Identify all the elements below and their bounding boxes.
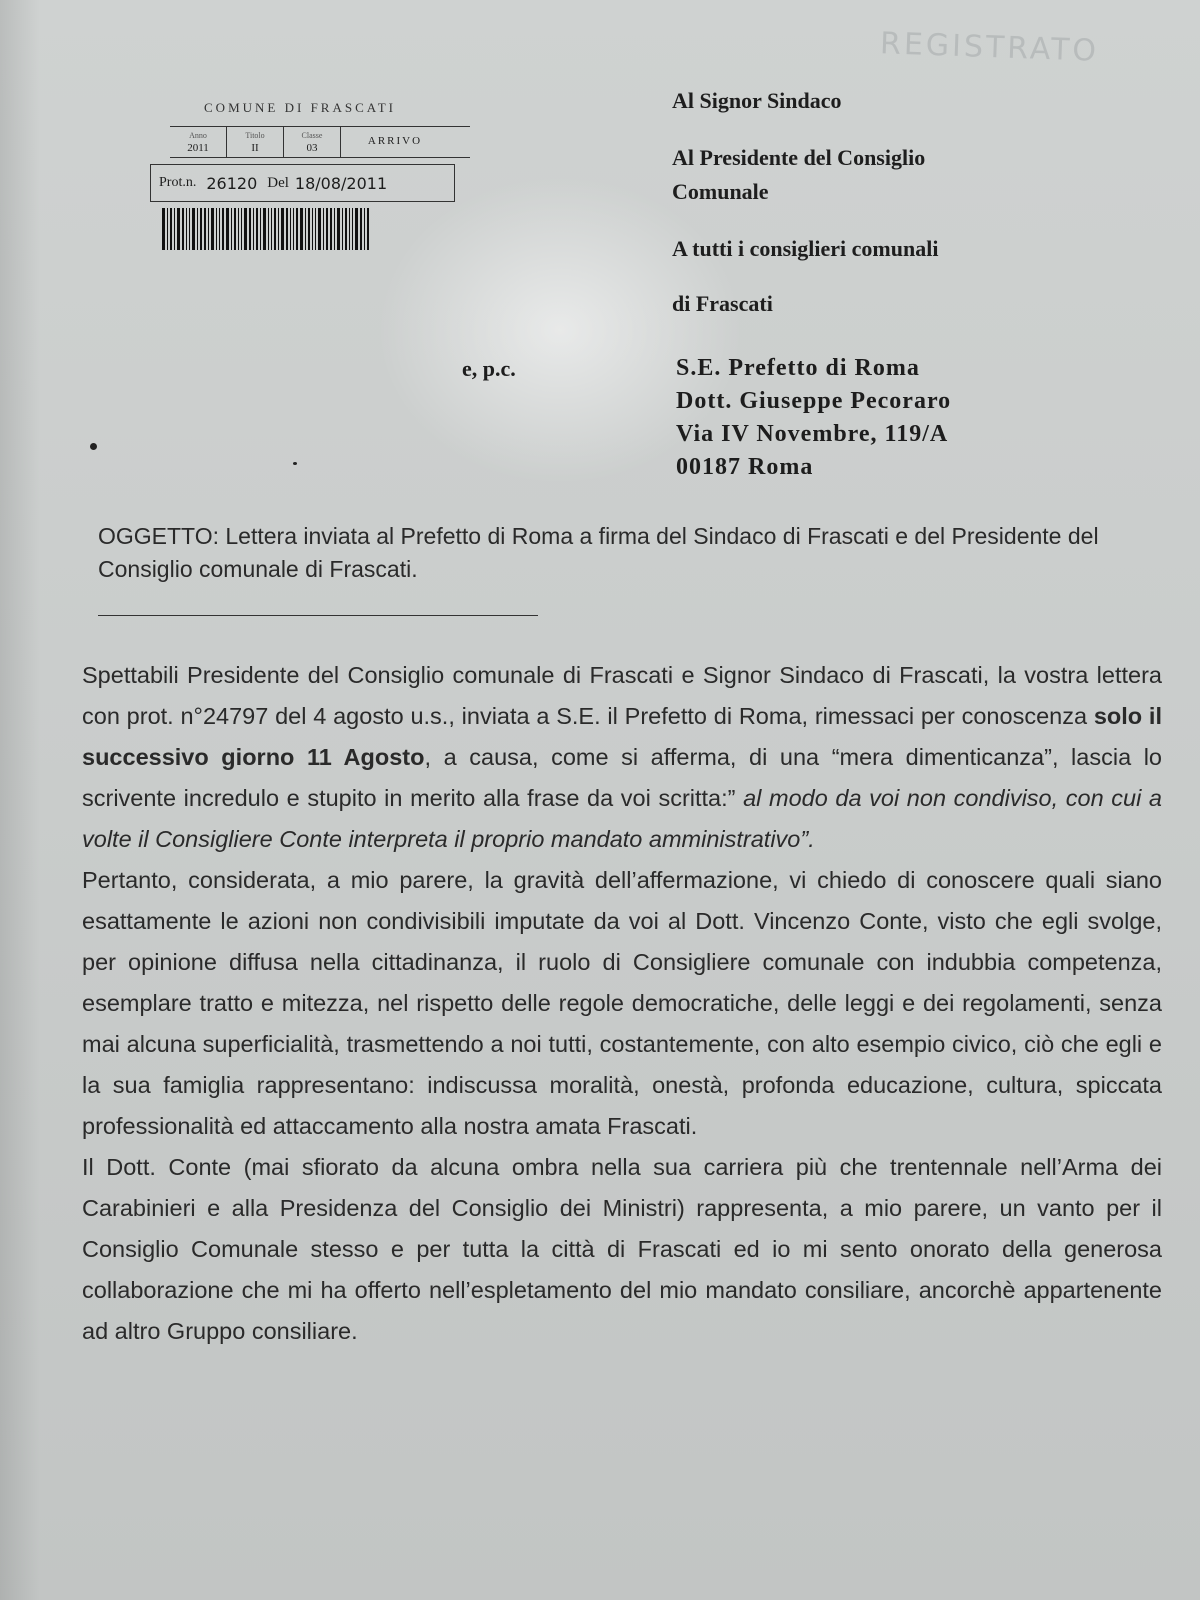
prot-date: 18/08/2011 <box>294 173 388 193</box>
ink-dot <box>90 443 97 450</box>
page-edge-shadow <box>0 0 40 1600</box>
barcode-bar <box>174 208 175 250</box>
barcode-bar <box>263 208 266 250</box>
barcode-bar <box>337 208 340 250</box>
barcode-bar <box>234 208 236 250</box>
barcode-bar <box>222 208 224 250</box>
paragraph-1-italic: al modo da voi non condiviso, con cui a volte il Consigliere Conte interpreta il proprio mandato amministrativo”. <box>82 785 1162 852</box>
stamp-grid <box>170 126 470 158</box>
barcode-bar <box>300 208 303 250</box>
protocol-stamp <box>150 100 470 250</box>
barcode-bar <box>268 208 269 250</box>
barcode-bar <box>355 208 358 250</box>
comune-name: COMUNE DI FRASCATI <box>204 100 396 115</box>
barcode-bar <box>204 208 206 250</box>
letter-body <box>82 655 1162 1352</box>
protocol-number-box <box>150 164 455 202</box>
barcode-bar <box>208 208 209 250</box>
barcode-bar <box>281 208 284 250</box>
barcode-bar <box>305 208 306 250</box>
barcode-bar <box>286 208 288 250</box>
recipient-consiglieri-line1: A tutti i consiglieri comunali <box>672 236 939 261</box>
paragraph-3: Il Dott. Conte (mai sfiorato da alcuna ombra nella sua carriera più che trentennale nell’Arma dei Carabinieri e alla Presidenza del Consiglio dei Ministri) rappresenta, a mio parere, un vanto per il Consiglio Comunale stesso e per tutta la città di Frascati ed io mi sento onorato della generosa collaborazione che mi ha offerto nell’espletamento del mio mandato consiliare, ancorchè appartenente ad altro Gruppo consiliare. <box>82 1154 1162 1344</box>
paragraph-2: Pertanto, considerata, a mio parere, la gravità dell’affermazione, vi chiedo di conoscere quali siano esattamente le azioni non condivisibili imputate da voi al Dott. Vincenzo Conte, visto che egli svolge, per opinione diffusa nella cittadinanza, il ruolo di Consigliere comunale con indubbia competenza, esemplare tratto e mitezza, nel rispetto delle regole democratiche, delle leggi e dei regolamenti, senza mai alcuna superficialità, trasmettendo a noi tutti, costantemente, con alto esempio civico, ciò che egli e la sua famiglia rappresentano: indiscussa moralità, onestà, profonda educazione, cultura, spiccata professionalità ed attaccamento alla nostra amata Frascati. <box>82 867 1162 1139</box>
prefetto-line4: 00187 Roma <box>676 454 814 480</box>
barcode-bar <box>293 208 294 250</box>
prot-label: Prot.n. <box>159 175 197 190</box>
barcode-bar <box>231 208 232 250</box>
prot-del-label: Del <box>267 174 289 191</box>
barcode-bar <box>189 208 190 250</box>
registrato-stamp: REGISTRATO <box>879 26 1100 69</box>
barcode-bar <box>219 208 220 250</box>
paragraph-1-text-b: , a causa, come si afferma, di una “mera dimenticanza”, lascia lo scrivente incredulo e stupito in merito alla frase da voi scritta:” <box>82 744 1163 811</box>
barcode-bar <box>318 208 321 250</box>
barcode-bar <box>296 208 298 250</box>
stamp-anno: 2011 <box>187 142 209 154</box>
barcode-bar <box>177 208 180 250</box>
barcode-bar <box>367 208 369 250</box>
barcode-bar <box>271 208 272 250</box>
barcode-bar <box>342 208 343 250</box>
barcode <box>162 208 454 250</box>
barcode-bar <box>349 208 350 250</box>
stamp-anno-head: Anno <box>189 131 207 140</box>
barcode-bar <box>167 208 168 250</box>
barcode-bar <box>249 208 251 250</box>
barcode-bar <box>192 208 195 250</box>
stamp-classe-cell <box>284 127 341 157</box>
barcode-bar <box>256 208 258 250</box>
barcode-bar <box>308 208 310 250</box>
prefetto-line1: S.E. Prefetto di Roma <box>676 355 920 381</box>
stamp-arrivo: ARRIVO <box>367 135 423 147</box>
barcode-bar <box>211 208 214 250</box>
prefetto-line2: Dott. Giuseppe Pecoraro <box>676 388 952 414</box>
subject-underline <box>98 615 538 616</box>
barcode-bar <box>170 208 172 250</box>
stamp-classe-head: Classe <box>301 131 323 140</box>
per-conoscenza-label: e, p.c. <box>462 356 516 381</box>
barcode-bar <box>334 208 335 250</box>
barcode-bar <box>315 208 316 250</box>
barcode-bar <box>186 208 187 250</box>
barcode-bar <box>360 208 362 250</box>
barcode-bar <box>244 208 247 250</box>
barcode-bar <box>216 208 217 250</box>
subject-label: OGGETTO <box>98 523 213 549</box>
stamp-titolo: II <box>251 142 259 154</box>
recipient-sindaco: Al Signor Sindaco <box>672 88 842 113</box>
subject-text: : Lettera inviata al Prefetto di Roma a firma del Sindaco di Frascati e del Presidente del Consiglio comunale di Frascati. <box>98 523 1099 582</box>
barcode-bar <box>274 208 276 250</box>
barcode-bar <box>226 208 229 250</box>
barcode-bar <box>352 208 353 250</box>
barcode-bar <box>290 208 291 250</box>
barcode-bar <box>312 208 313 250</box>
barcode-bar <box>260 208 261 250</box>
stamp-classe: 03 <box>306 142 318 154</box>
paragraph-1-bold: solo il successivo giorno 11 Agosto <box>82 703 1162 770</box>
stamp-titolo-cell <box>227 127 284 157</box>
barcode-bar <box>326 208 328 250</box>
barcode-bar <box>253 208 254 250</box>
barcode-bar <box>345 208 347 250</box>
barcode-bar <box>278 208 279 250</box>
recipient-consiglieri-line2: di Frascati <box>672 291 773 316</box>
barcode-bar <box>323 208 324 250</box>
barcode-bar <box>241 208 242 250</box>
recipient-presidente-line1: Al Presidente del Consiglio <box>672 145 926 170</box>
barcode-bar <box>200 208 202 250</box>
barcode-bar <box>330 208 332 250</box>
prefetto-line3: Via IV Novembre, 119/A <box>676 421 949 447</box>
barcode-bar <box>182 208 184 250</box>
barcode-bar <box>238 208 239 250</box>
stamp-anno-cell <box>170 127 227 157</box>
barcode-bar <box>197 208 198 250</box>
barcode-bar <box>364 208 365 250</box>
stamp-titolo-head: Titolo <box>245 131 265 140</box>
paragraph-1 <box>82 655 1162 860</box>
prot-number: 26120 <box>206 173 258 193</box>
paragraph-1-text-a: Spettabili Presidente del Consiglio comunale di Frascati e Signor Sindaco di Frascati, la vostra lettera con prot. n°24797 del 4 agosto u.s., inviata a S.E. il Prefetto di Roma, rimessaci per conoscenza <box>82 662 1162 729</box>
ink-dot <box>293 462 297 465</box>
recipient-presidente-line2: Comunale <box>672 179 769 204</box>
subject-line <box>98 520 1128 586</box>
barcode-bar <box>162 208 165 250</box>
prefetto-address <box>676 352 951 484</box>
